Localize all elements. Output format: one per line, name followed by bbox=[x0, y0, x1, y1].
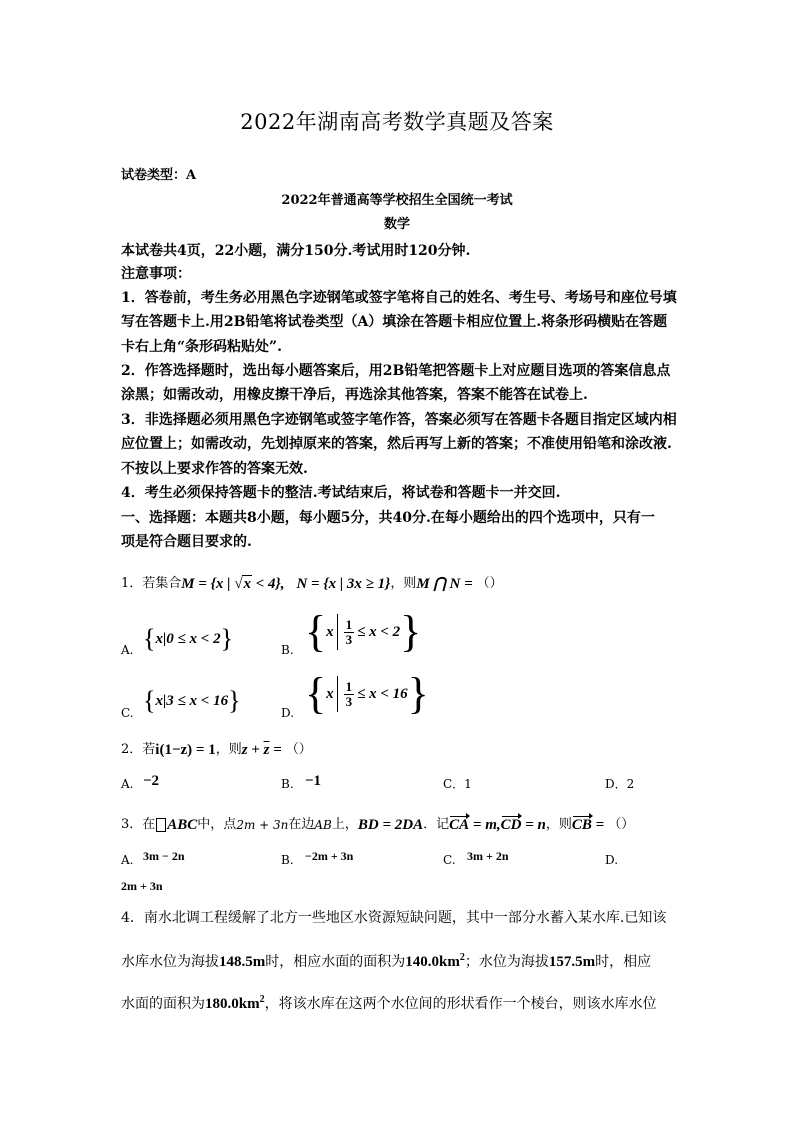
q1-suffix: （） bbox=[476, 576, 503, 591]
note-line: 涂黑；如需改动，用橡皮擦干净后，再选涂其他答案，答案不能答在试卷上. bbox=[121, 387, 588, 403]
q1-option-a-label[interactable]: A. bbox=[121, 643, 134, 657]
q3-ask: CB = bbox=[571, 817, 605, 833]
q2-prefix: 2．若 bbox=[121, 742, 156, 757]
q3-text: 上， bbox=[331, 817, 358, 832]
q3-text: ．记 bbox=[423, 817, 450, 832]
q1-prefix: 1．若集合 bbox=[121, 576, 182, 591]
q2-option-a[interactable]: −2 bbox=[143, 773, 160, 789]
q3-option-b-label[interactable]: B. bbox=[281, 853, 294, 867]
q3-triangle: ABC bbox=[167, 817, 198, 833]
q3-suffix: （） bbox=[608, 817, 635, 832]
q3-text: ，则 bbox=[545, 817, 572, 832]
q2-option-b[interactable]: −1 bbox=[305, 773, 322, 789]
q1-option-c-label[interactable]: C. bbox=[121, 706, 134, 720]
intro-text: 本试卷共4页，22小题，满分150分.考试用时120分钟. bbox=[121, 243, 471, 259]
q1-option-b-label[interactable]: B. bbox=[281, 643, 294, 657]
triangle-symbol-icon bbox=[156, 818, 166, 832]
note-line: 写在答题卡上.用2B铅笔将试卷类型（A）填涂在答题卡相应位置上.将条形码横贴在答题 bbox=[121, 314, 668, 330]
q1-option-b[interactable]: { x $\frac{1}{3}$ ≤ x < 2 } bbox=[305, 607, 422, 656]
note-line: 卡右上角“条形码粘贴处”. bbox=[121, 339, 282, 355]
q3-option-a[interactable]: 3m − 2n bbox=[143, 849, 185, 863]
q2-expr: i(1−z) = 1 bbox=[155, 742, 216, 758]
question-2 bbox=[121, 740, 312, 760]
q3-eq1: BD = 2DA bbox=[357, 817, 424, 833]
q3-vectors: CA = m,CD = n bbox=[449, 817, 546, 833]
q4-line-1: 4．南水北调工程缓解了北方一些地区水资源短缺问题，其中一部分水蓄入某水库.已知该 bbox=[121, 910, 667, 926]
note-line: 不按以上要求作答的答案无效. bbox=[121, 461, 308, 477]
q1-option-c[interactable]: { x|3 ≤ x < 16 } bbox=[143, 686, 241, 715]
note-line: 1．答卷前，考生务必用黑色字迹钢笔或签字笔将自己的姓名、考生号、考场号和座位号填 bbox=[121, 290, 677, 306]
q1-set-n: N = {x | 3x ≥ 1} bbox=[296, 576, 391, 592]
q3-option-b[interactable]: −2m + 3n bbox=[305, 849, 354, 863]
q2-mid: ，则 bbox=[215, 742, 242, 757]
question-1 bbox=[121, 574, 503, 594]
paper-type: 试卷类型：A bbox=[121, 168, 197, 183]
note-line: 4．考生必须保持答题卡的整洁.考试结束后，将试卷和答题卡一并交回. bbox=[121, 485, 561, 501]
document-title: 2022年湖南高考数学真题及答案 bbox=[240, 110, 554, 134]
note-line: 3．非选择题必须用黑色字迹钢笔或签字笔作答，答案必须写在答题卡各题目指定区域内相 bbox=[121, 412, 677, 428]
q2-suffix: （） bbox=[285, 742, 312, 757]
section-heading: 项是符合题目要求的. bbox=[121, 534, 252, 550]
q2-option-a-label[interactable]: A. bbox=[121, 777, 134, 791]
note-line: 2．作答选择题时，选出每小题答案后，用2B铅笔把答题卡上对应题目选项的答案信息点 bbox=[121, 363, 671, 379]
q3-option-a-label[interactable]: A. bbox=[121, 853, 134, 867]
subject-heading: 数学 bbox=[383, 217, 410, 232]
q1-suffix-pre: ，则 bbox=[390, 576, 417, 591]
question-3 bbox=[121, 815, 634, 835]
q2-option-b-label[interactable]: B. bbox=[281, 777, 294, 791]
q3-option-c[interactable]: 3m + 2n bbox=[467, 849, 509, 863]
q1-intersection: M ⋂ N = bbox=[416, 576, 473, 592]
section-heading: 一、选择题：本题共8小题，每小题5分，共40分.在每小题给出的四个选项中，只有一 bbox=[121, 510, 655, 526]
q3-point-d: 2m + 3n bbox=[236, 818, 289, 832]
q3-text: 中，点 bbox=[197, 817, 237, 832]
q4-line-2: 水库水位为海拔 148.5m 时，相应水面的面积为 $140.0km^2$ ；水位为海拔 157.5m 时，相应 bbox=[121, 952, 652, 970]
q3-option-c-label[interactable]: C. bbox=[443, 853, 456, 867]
q3-text: 在边 bbox=[288, 817, 315, 832]
q2-ask: $z + \overline{z}$ = bbox=[241, 742, 282, 758]
note-line: 应位置上；如需改动，先划掉原来的答案，然后再写上新的答案；不准使用铅笔和涂改液. bbox=[121, 436, 672, 452]
q4-line-3: 水面的面积为 $180.0km^2$ ，将该水库在这两个水位间的形状看作一个棱台，则该水库水位 bbox=[121, 994, 657, 1012]
q3-prefix: 3．在 bbox=[121, 817, 156, 832]
q1-option-a[interactable]: { x|0 ≤ x < 2 } bbox=[143, 624, 234, 653]
q1-option-d-label[interactable]: D. bbox=[281, 706, 295, 720]
exam-name: 2022年普通高等学校招生全国统一考试 bbox=[281, 193, 513, 208]
q1-set-m: M = {x | √x < 4}, bbox=[181, 576, 285, 592]
q1-option-d[interactable]: { x $\frac{1}{3}$ ≤ x < 16 } bbox=[305, 669, 429, 718]
q2-option-d[interactable]: D．2 bbox=[605, 777, 635, 791]
q3-option-d-label[interactable]: D. bbox=[605, 853, 619, 867]
q2-option-c[interactable]: C．1 bbox=[443, 777, 472, 791]
q3-option-d[interactable]: 2m + 3n bbox=[121, 879, 163, 893]
notice-heading: 注意事项： bbox=[121, 266, 191, 282]
q3-edge-ab: AB bbox=[314, 818, 332, 832]
